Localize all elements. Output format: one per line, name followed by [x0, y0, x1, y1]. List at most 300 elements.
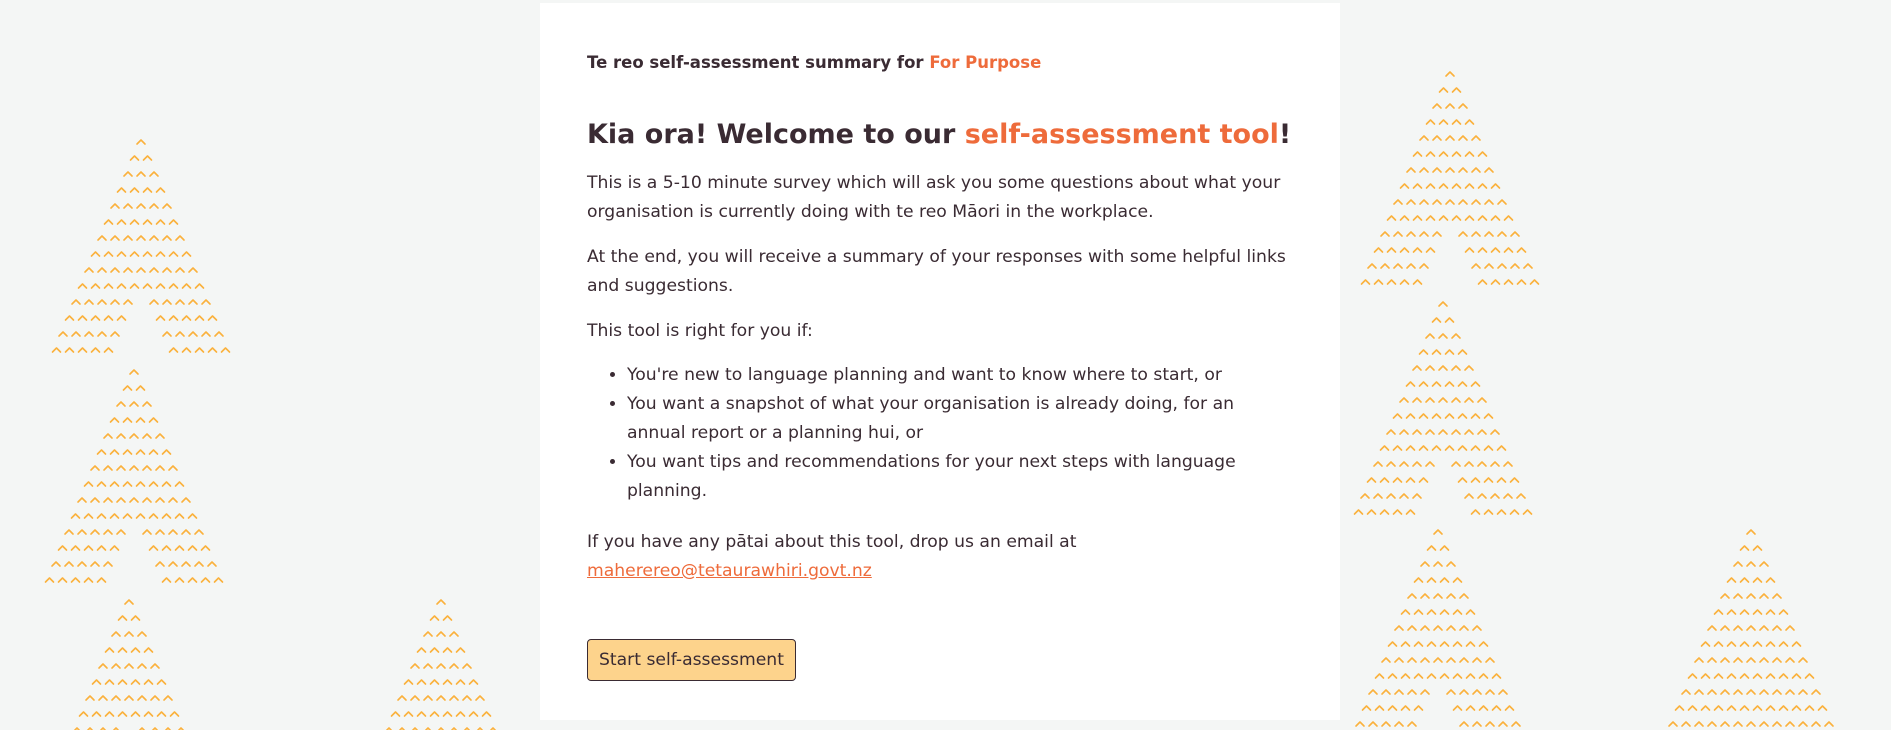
- caret-mark: [1433, 318, 1441, 322]
- caret-mark: [1786, 722, 1794, 726]
- caret-mark: [463, 664, 471, 668]
- caret-mark: [1721, 594, 1729, 598]
- caret-mark: [463, 696, 471, 700]
- caret-mark: [1363, 706, 1371, 710]
- caret-mark: [46, 578, 54, 582]
- caret-mark: [118, 252, 126, 256]
- caret-mark: [1394, 510, 1402, 514]
- caret-mark: [137, 236, 145, 240]
- organisation-name: For Purpose: [929, 53, 1042, 72]
- caret-mark: [1434, 530, 1442, 534]
- caret-mark: [118, 188, 126, 192]
- summary-heading: [587, 51, 1293, 75]
- caret-mark: [1511, 510, 1519, 514]
- caret-mark: [1440, 216, 1448, 220]
- caret-mark: [1452, 462, 1460, 466]
- caret-mark: [1426, 398, 1434, 402]
- caret-mark: [1708, 658, 1716, 662]
- caret-mark: [1689, 674, 1697, 678]
- caret-mark: [1734, 690, 1742, 694]
- caret-mark: [1799, 690, 1807, 694]
- caret-mark: [1473, 658, 1481, 662]
- caret-mark: [144, 284, 152, 288]
- caret-mark: [1407, 414, 1415, 418]
- caret-mark: [1531, 280, 1539, 284]
- caret-mark: [169, 530, 177, 534]
- caret-mark: [1420, 414, 1428, 418]
- caret-mark: [164, 696, 172, 700]
- caret-mark: [1498, 446, 1506, 450]
- caret-mark: [1498, 232, 1506, 236]
- caret-mark: [1394, 478, 1402, 482]
- caret-mark: [1472, 382, 1480, 386]
- contact-email-link[interactable]: maherereo@tetaurawhiri.govt.nz: [587, 561, 872, 581]
- caret-mark: [196, 284, 204, 288]
- caret-mark: [1466, 152, 1474, 156]
- caret-mark: [157, 220, 165, 224]
- caret-mark: [144, 156, 152, 160]
- caret-mark: [1454, 642, 1462, 646]
- caret-mark: [196, 348, 204, 352]
- caret-mark: [418, 680, 426, 684]
- caret-mark: [1702, 674, 1710, 678]
- caret-mark: [104, 498, 112, 502]
- caret-mark: [124, 172, 132, 176]
- caret-mark: [1492, 184, 1500, 188]
- caret-mark: [1369, 722, 1377, 726]
- caret-mark: [1465, 462, 1473, 466]
- caret-mark: [1518, 280, 1526, 284]
- caret-mark: [1459, 136, 1467, 140]
- caret-mark: [1760, 658, 1768, 662]
- caret-mark: [163, 450, 171, 454]
- caret-mark: [150, 300, 158, 304]
- caret-mark: [137, 418, 145, 422]
- caret-mark: [1407, 200, 1415, 204]
- caret-mark: [1428, 546, 1436, 550]
- caret-mark: [111, 332, 119, 336]
- caret-mark: [72, 332, 80, 336]
- caret-mark: [1747, 690, 1755, 694]
- caret-mark: [1465, 366, 1473, 370]
- caret-mark: [1799, 658, 1807, 662]
- caret-mark: [176, 578, 184, 582]
- contact-paragraph: [587, 528, 1293, 586]
- caret-mark: [1825, 722, 1833, 726]
- caret-mark: [98, 514, 106, 518]
- caret-mark: [176, 332, 184, 336]
- caret-mark: [1434, 658, 1442, 662]
- caret-mark: [52, 562, 60, 566]
- caret-mark: [119, 648, 127, 652]
- caret-mark: [1741, 610, 1749, 614]
- caret-mark: [1708, 722, 1716, 726]
- caret-mark: [1498, 510, 1506, 514]
- caret-mark: [1446, 104, 1454, 108]
- caret-mark: [1715, 642, 1723, 646]
- caret-mark: [138, 632, 146, 636]
- caret-mark: [117, 498, 125, 502]
- caret-mark: [1465, 430, 1473, 434]
- caret-mark: [1407, 510, 1415, 514]
- caret-mark: [1812, 690, 1820, 694]
- caret-mark: [1434, 562, 1442, 566]
- caret-mark: [1368, 264, 1376, 268]
- caret-mark: [1486, 658, 1494, 662]
- caret-mark: [111, 236, 119, 240]
- caret-mark: [1473, 722, 1481, 726]
- caret-mark: [156, 562, 164, 566]
- caret-mark: [222, 348, 230, 352]
- caret-mark: [1408, 722, 1416, 726]
- contact-text: If you have any pātai about this tool, drop us an email at: [587, 532, 1077, 552]
- caret-mark: [1715, 674, 1723, 678]
- caret-mark: [59, 546, 67, 550]
- caret-mark: [105, 316, 113, 320]
- caret-mark: [1428, 578, 1436, 582]
- caret-mark: [85, 332, 93, 336]
- caret-mark: [157, 284, 165, 288]
- caret-mark: [1374, 494, 1382, 498]
- caret-mark: [1767, 610, 1775, 614]
- caret-mark: [1407, 168, 1415, 172]
- caret-mark: [1695, 658, 1703, 662]
- caret-mark: [1478, 494, 1486, 498]
- caret-mark: [99, 664, 107, 668]
- caret-mark: [1414, 248, 1422, 252]
- caret-mark: [437, 600, 445, 604]
- caret-mark: [1421, 626, 1429, 630]
- caret-mark: [176, 300, 184, 304]
- caret-mark: [1780, 642, 1788, 646]
- caret-mark: [1401, 216, 1409, 220]
- caret-mark: [1734, 626, 1742, 630]
- caret-mark: [117, 402, 125, 406]
- caret-mark: [1446, 446, 1454, 450]
- caret-mark: [1695, 690, 1703, 694]
- caret-mark: [66, 348, 74, 352]
- caret-mark: [1394, 232, 1402, 236]
- caret-mark: [119, 616, 127, 620]
- caret-mark: [130, 466, 138, 470]
- caret-mark: [1773, 594, 1781, 598]
- caret-mark: [1388, 216, 1396, 220]
- caret-mark: [1453, 152, 1461, 156]
- caret-mark: [1734, 562, 1742, 566]
- caret-mark: [1440, 184, 1448, 188]
- caret-mark: [1452, 366, 1460, 370]
- caret-mark: [1715, 706, 1723, 710]
- caret-mark: [132, 648, 140, 652]
- caret-mark: [1420, 200, 1428, 204]
- caret-mark: [1394, 414, 1402, 418]
- caret-mark: [470, 712, 478, 716]
- caret-mark: [1433, 136, 1441, 140]
- caret-mark: [1415, 610, 1423, 614]
- caret-mark: [1504, 494, 1512, 498]
- caret-mark: [1511, 264, 1519, 268]
- caret-mark: [215, 578, 223, 582]
- caret-mark: [1754, 610, 1762, 614]
- intro-paragraph-summary: At the end, you will receive a summary of your responses with some helpful links and suggestions.: [587, 247, 1286, 296]
- caret-mark: [1460, 626, 1468, 630]
- caret-mark: [189, 578, 197, 582]
- caret-mark: [1773, 658, 1781, 662]
- caret-mark: [1381, 446, 1389, 450]
- caret-mark: [457, 680, 465, 684]
- caret-mark: [112, 632, 120, 636]
- caret-mark: [163, 204, 171, 208]
- caret-mark: [1427, 184, 1435, 188]
- caret-mark: [1741, 546, 1749, 550]
- caret-mark: [1472, 232, 1480, 236]
- caret-mark: [145, 712, 153, 716]
- caret-mark: [1741, 642, 1749, 646]
- caret-mark: [457, 712, 465, 716]
- caret-mark: [124, 450, 132, 454]
- caret-mark: [1682, 690, 1690, 694]
- caret-mark: [1426, 366, 1434, 370]
- caret-mark: [1485, 414, 1493, 418]
- caret-mark: [143, 402, 151, 406]
- caret-mark: [1485, 478, 1493, 482]
- caret-mark: [125, 664, 133, 668]
- caret-mark: [72, 514, 80, 518]
- caret-mark: [78, 530, 86, 534]
- caret-mark: [195, 562, 203, 566]
- caret-mark: [1402, 674, 1410, 678]
- caret-mark: [1408, 626, 1416, 630]
- caret-mark: [124, 482, 132, 486]
- caret-mark: [1395, 626, 1403, 630]
- caret-mark: [1402, 642, 1410, 646]
- caret-mark: [1472, 510, 1480, 514]
- caret-mark: [98, 482, 106, 486]
- caret-mark: [1452, 398, 1460, 402]
- caret-mark: [137, 386, 145, 390]
- caret-mark: [1780, 610, 1788, 614]
- caret-mark: [1459, 382, 1467, 386]
- caret-mark: [1472, 478, 1480, 482]
- caret-mark: [189, 514, 197, 518]
- caret-mark: [1473, 690, 1481, 694]
- caret-mark: [78, 498, 86, 502]
- caret-mark: [1382, 722, 1390, 726]
- caret-mark: [176, 268, 184, 272]
- caret-mark: [170, 252, 178, 256]
- caret-mark: [1760, 626, 1768, 630]
- caret-mark: [1388, 248, 1396, 252]
- caret-mark: [189, 300, 197, 304]
- caret-mark: [1472, 264, 1480, 268]
- caret-mark: [158, 680, 166, 684]
- caret-mark: [1407, 382, 1415, 386]
- caret-mark: [85, 300, 93, 304]
- caret-mark: [1421, 594, 1429, 598]
- caret-mark: [1453, 88, 1461, 92]
- caret-mark: [130, 498, 138, 502]
- caret-mark: [196, 316, 204, 320]
- caret-mark: [1485, 264, 1493, 268]
- caret-mark: [1478, 398, 1486, 402]
- caret-mark: [1466, 248, 1474, 252]
- caret-mark: [1505, 216, 1513, 220]
- caret-mark: [470, 680, 478, 684]
- caret-mark: [189, 546, 197, 550]
- caret-mark: [1420, 168, 1428, 172]
- caret-mark: [163, 482, 171, 486]
- caret-mark: [1721, 658, 1729, 662]
- caret-mark: [1682, 722, 1690, 726]
- caret-mark: [1760, 594, 1768, 598]
- caret-mark: [1394, 200, 1402, 204]
- caret-mark: [1491, 430, 1499, 434]
- caret-mark: [1453, 216, 1461, 220]
- caret-mark: [1376, 674, 1384, 678]
- caret-mark: [1485, 510, 1493, 514]
- caret-mark: [1374, 462, 1382, 466]
- intro-paragraph-survey: This is a 5-10 minute survey which will ask you some questions about what your organisation is currently doing with te reo Māori in the workplace.: [587, 173, 1281, 222]
- caret-mark: [1511, 232, 1519, 236]
- caret-mark: [1446, 168, 1454, 172]
- caret-mark: [1472, 200, 1480, 204]
- caret-mark: [1799, 722, 1807, 726]
- caret-mark: [444, 616, 452, 620]
- caret-mark: [1361, 494, 1369, 498]
- caret-mark: [1479, 184, 1487, 188]
- caret-mark: [1486, 690, 1494, 694]
- caret-mark: [1362, 280, 1370, 284]
- caret-mark: [1400, 430, 1408, 434]
- caret-mark: [130, 434, 138, 438]
- caret-mark: [1747, 594, 1755, 598]
- caret-mark: [98, 236, 106, 240]
- caret-mark: [1492, 216, 1500, 220]
- caret-mark: [1368, 510, 1376, 514]
- caret-mark: [59, 332, 67, 336]
- caret-mark: [92, 316, 100, 320]
- caret-mark: [169, 466, 177, 470]
- caret-mark: [163, 236, 171, 240]
- caret-mark: [131, 284, 139, 288]
- caret-mark: [150, 172, 158, 176]
- caret-mark: [1447, 562, 1455, 566]
- caret-mark: [183, 252, 191, 256]
- caret-mark: [1793, 706, 1801, 710]
- caret-mark: [98, 578, 106, 582]
- caret-mark: [1465, 398, 1473, 402]
- caret-mark: [424, 632, 432, 636]
- caret-mark: [72, 578, 80, 582]
- caret-mark: [1505, 248, 1513, 252]
- caret-mark: [1426, 462, 1434, 466]
- caret-mark: [1441, 642, 1449, 646]
- caret-mark: [1415, 642, 1423, 646]
- caret-mark: [1721, 690, 1729, 694]
- caret-mark: [1421, 658, 1429, 662]
- caret-mark: [170, 348, 178, 352]
- caret-mark: [1433, 168, 1441, 172]
- caret-mark: [1467, 610, 1475, 614]
- caret-mark: [1420, 382, 1428, 386]
- caret-mark: [79, 348, 87, 352]
- caret-mark: [104, 562, 112, 566]
- caret-mark: [91, 562, 99, 566]
- caret-mark: [66, 316, 74, 320]
- caret-mark: [143, 498, 151, 502]
- caret-mark: [1747, 722, 1755, 726]
- caret-mark: [1407, 478, 1415, 482]
- caret-mark: [1812, 722, 1820, 726]
- caret-mark: [1773, 626, 1781, 630]
- caret-mark: [1446, 414, 1454, 418]
- caret-mark: [431, 712, 439, 716]
- caret-mark: [1760, 690, 1768, 694]
- caret-mark: [1420, 232, 1428, 236]
- caret-mark: [183, 348, 191, 352]
- caret-mark: [1773, 690, 1781, 694]
- caret-mark: [1446, 136, 1454, 140]
- caret-mark: [132, 712, 140, 716]
- caret-mark: [1728, 578, 1736, 582]
- caret-mark: [150, 204, 158, 208]
- title-highlight: self-assessment tool: [964, 119, 1279, 150]
- caret-mark: [1793, 674, 1801, 678]
- caret-mark: [1381, 232, 1389, 236]
- caret-mark: [1441, 546, 1449, 550]
- caret-mark: [131, 156, 139, 160]
- caret-mark: [1767, 642, 1775, 646]
- caret-mark: [1460, 690, 1468, 694]
- caret-mark: [98, 300, 106, 304]
- caret-mark: [124, 514, 132, 518]
- caret-mark: [1382, 690, 1390, 694]
- caret-mark: [1479, 152, 1487, 156]
- caret-mark: [171, 712, 179, 716]
- caret-mark: [137, 172, 145, 176]
- summary-prefix: Te reo self-assessment summary for: [587, 53, 930, 72]
- caret-mark: [130, 370, 138, 374]
- caret-mark: [65, 530, 73, 534]
- caret-mark: [1441, 674, 1449, 678]
- caret-mark: [1498, 200, 1506, 204]
- start-self-assessment-button[interactable]: Start self-assessment: [587, 639, 796, 681]
- caret-mark: [169, 498, 177, 502]
- caret-mark: [98, 450, 106, 454]
- caret-mark: [1394, 264, 1402, 268]
- caret-mark: [106, 648, 114, 652]
- caret-mark: [1467, 642, 1475, 646]
- caret-mark: [111, 204, 119, 208]
- caret-mark: [437, 632, 445, 636]
- caret-mark: [112, 696, 120, 700]
- caret-mark: [156, 466, 164, 470]
- caret-mark: [195, 530, 203, 534]
- caret-mark: [131, 220, 139, 224]
- caret-mark: [444, 680, 452, 684]
- caret-mark: [1493, 674, 1501, 678]
- caret-mark: [1414, 184, 1422, 188]
- caret-mark: [1415, 578, 1423, 582]
- caret-mark: [130, 402, 138, 406]
- caret-mark: [91, 466, 99, 470]
- caret-mark: [1702, 642, 1710, 646]
- caret-mark: [1414, 280, 1422, 284]
- caret-mark: [209, 348, 217, 352]
- caret-mark: [137, 482, 145, 486]
- caret-mark: [1524, 264, 1532, 268]
- caret-mark: [163, 268, 171, 272]
